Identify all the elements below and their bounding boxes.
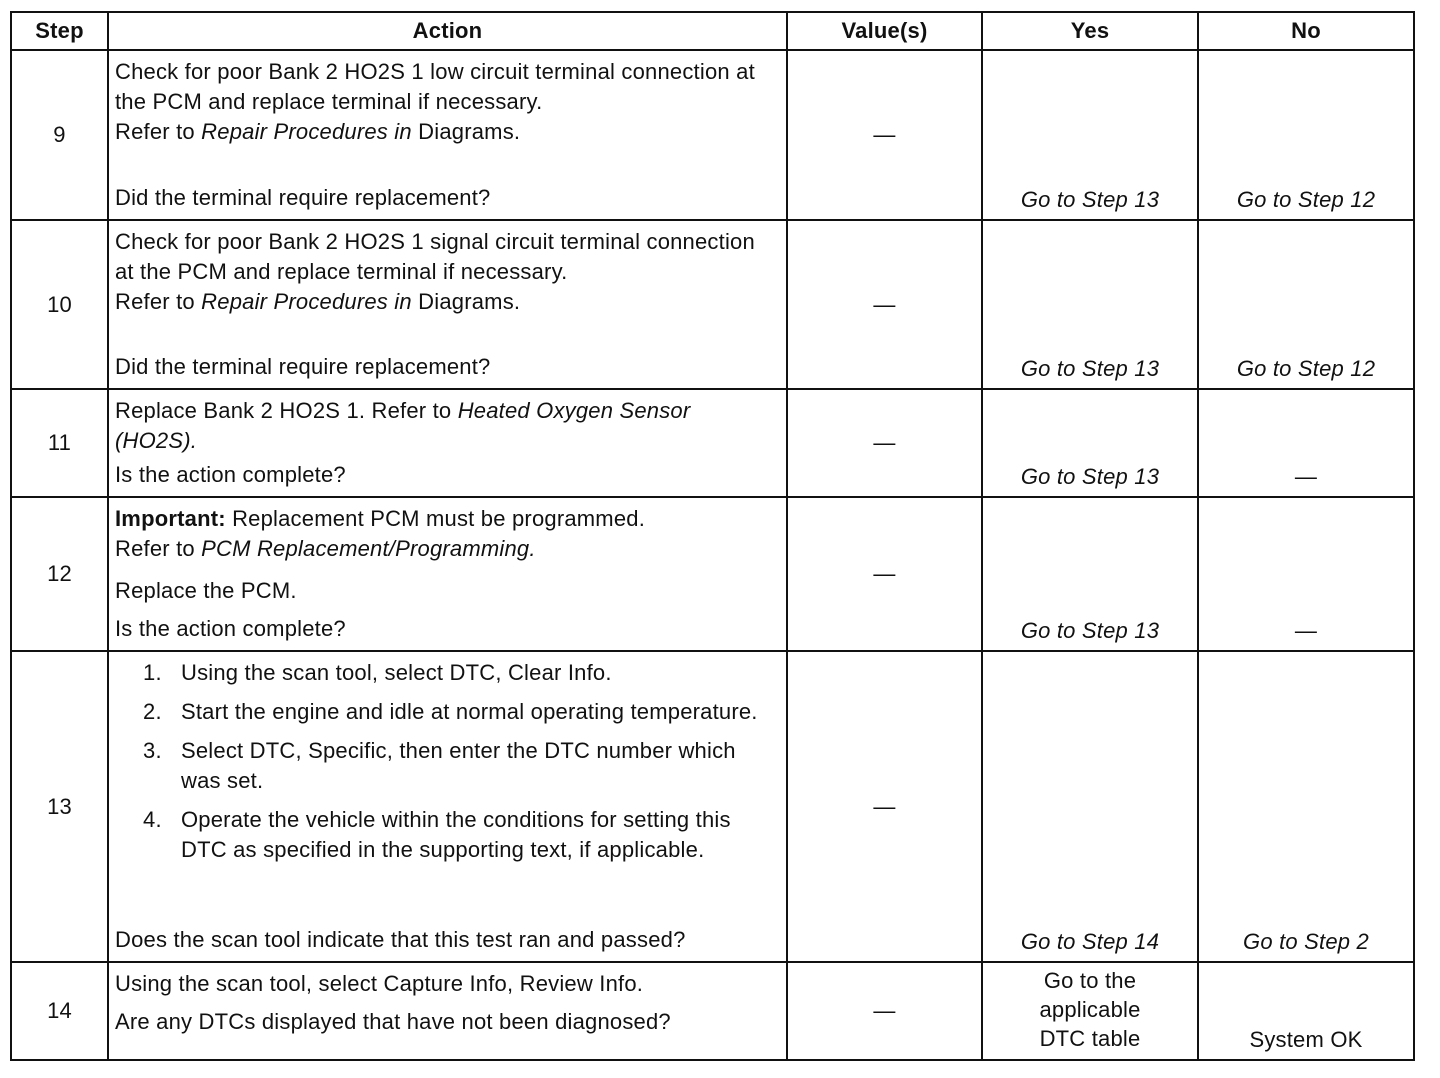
no-cell: — xyxy=(1198,497,1414,651)
header-action: Action xyxy=(108,12,787,50)
no-link: Go to Step 12 xyxy=(1236,187,1376,212)
header-values: Value(s) xyxy=(787,12,982,50)
header-row xyxy=(11,12,1414,50)
yes-cell xyxy=(982,497,1198,651)
table-row xyxy=(11,962,1414,1060)
action-question: Does the scan tool indicate that this test ran and passed? xyxy=(115,927,686,952)
action-cell xyxy=(108,962,787,1060)
no-cell: System OK xyxy=(1198,962,1414,1060)
yes-cell xyxy=(982,220,1198,389)
action-text: Replace Bank 2 HO2S 1. Refer to xyxy=(115,398,452,423)
ref-link: Heated Oxygen Sensor (HO2S). xyxy=(115,398,691,453)
yes-link: Go to Step 13 xyxy=(1020,464,1160,489)
list-item: Start the engine and idle at normal operating temperature. xyxy=(181,699,758,724)
action-question: Did the terminal require replacement? xyxy=(115,185,491,210)
value-cell: — xyxy=(787,497,982,651)
diagnostic-procedure-table xyxy=(10,11,1415,1061)
no-link: Go to Step 2 xyxy=(1243,929,1369,954)
action-cell xyxy=(108,220,787,389)
yes-line: applicable xyxy=(1039,997,1141,1022)
no-cell: — xyxy=(1198,389,1414,497)
list-item: Operate the vehicle within the conditions for setting this DTC as specified in the supporting text, if applicable. xyxy=(181,807,731,862)
no-link: Go to Step 12 xyxy=(1236,356,1376,381)
yes-line: Go to the xyxy=(1043,968,1137,993)
table-row xyxy=(11,497,1414,651)
table-row xyxy=(11,220,1414,389)
action-question: Is the action complete? xyxy=(115,616,346,641)
ref-link: PCM Replacement/Programming. xyxy=(201,536,536,561)
table-row xyxy=(11,50,1414,220)
yes-cell xyxy=(982,962,1198,1060)
yes-cell xyxy=(982,50,1198,220)
action-text: Using the scan tool, select Capture Info, Review Info. xyxy=(115,971,644,996)
action-instruction: Replace the PCM. xyxy=(115,578,297,603)
yes-line: DTC table xyxy=(1039,1026,1141,1051)
table-row xyxy=(11,389,1414,497)
step-number: 9 xyxy=(11,50,108,220)
value-cell: — xyxy=(787,651,982,962)
header-yes: Yes xyxy=(982,12,1198,50)
no-cell xyxy=(1198,220,1414,389)
step-number: 14 xyxy=(11,962,108,1060)
yes-cell xyxy=(982,389,1198,497)
value-cell: — xyxy=(787,962,982,1060)
table-row xyxy=(11,651,1414,962)
step-number: 13 xyxy=(11,651,108,962)
ref-prefix: Refer to xyxy=(115,289,195,314)
ref-suffix: Diagrams. xyxy=(418,119,521,144)
important-text: Replacement PCM must be programmed. xyxy=(232,506,646,531)
value-cell: — xyxy=(787,389,982,497)
step-number: 10 xyxy=(11,220,108,389)
action-question: Are any DTCs displayed that have not been diagnosed? xyxy=(115,1009,671,1034)
value-cell: — xyxy=(787,220,982,389)
ref-prefix: Refer to xyxy=(115,536,195,561)
action-question: Is the action complete? xyxy=(115,462,346,487)
no-cell xyxy=(1198,50,1414,220)
header-step: Step xyxy=(11,12,108,50)
yes-link: Go to Step 13 xyxy=(1020,187,1160,212)
ref-suffix: Diagrams. xyxy=(418,289,521,314)
important-label: Important: xyxy=(115,506,226,531)
action-cell xyxy=(108,50,787,220)
action-cell xyxy=(108,497,787,651)
action-text: Check for poor Bank 2 HO2S 1 low circuit terminal connection at the PCM and replace terminal if necessary. xyxy=(115,59,755,114)
no-cell xyxy=(1198,651,1414,962)
yes-link: Go to Step 14 xyxy=(1020,929,1160,954)
action-cell xyxy=(108,389,787,497)
step-number: 12 xyxy=(11,497,108,651)
yes-link: Go to Step 13 xyxy=(1020,356,1160,381)
procedure-list xyxy=(115,658,778,874)
list-item: Select DTC, Specific, then enter the DTC number which was set. xyxy=(181,738,736,793)
yes-link: Go to Step 13 xyxy=(1020,618,1160,643)
value-cell: — xyxy=(787,50,982,220)
action-question: Did the terminal require replacement? xyxy=(115,354,491,379)
ref-link: Repair Procedures in xyxy=(201,289,412,314)
list-item: Using the scan tool, select DTC, Clear Info. xyxy=(181,660,612,685)
header-no: No xyxy=(1198,12,1414,50)
yes-cell xyxy=(982,651,1198,962)
ref-link: Repair Procedures in xyxy=(201,119,412,144)
action-cell xyxy=(108,651,787,962)
ref-prefix: Refer to xyxy=(115,119,195,144)
action-text: Check for poor Bank 2 HO2S 1 signal circuit terminal connection at the PCM and replace terminal if necessary. xyxy=(115,229,755,284)
step-number: 11 xyxy=(11,389,108,497)
